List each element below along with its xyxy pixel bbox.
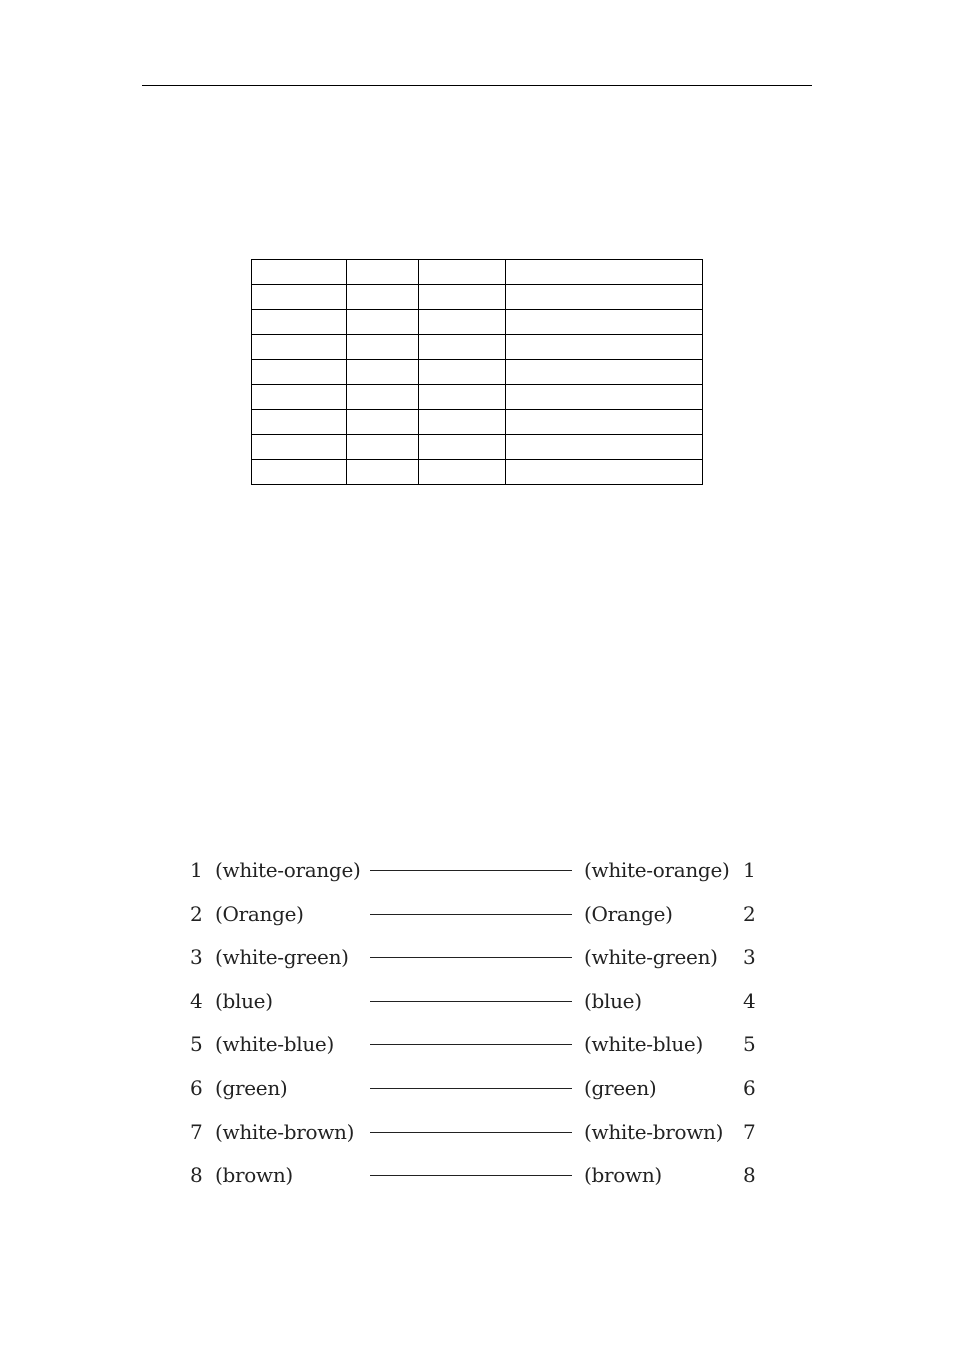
pin-right-number: 1 <box>743 858 756 882</box>
pin-left-number: 1 <box>190 858 203 882</box>
wire-row <box>0 1117 954 1147</box>
pin-right-number: 2 <box>743 901 756 926</box>
wire-color-right: (white-brown) <box>584 1119 724 1144</box>
wire-line <box>370 957 572 958</box>
wire-row <box>0 942 954 972</box>
wire-line <box>370 1044 572 1045</box>
wire-line <box>370 1175 572 1176</box>
pin-left-number: 5 <box>190 1032 203 1057</box>
wire-color-right: (blue) <box>584 988 642 1013</box>
wire-color-left: (white-brown) <box>215 1119 355 1144</box>
wire-color-right: (white-blue) <box>584 1032 703 1057</box>
wire-color-left: (white-blue) <box>215 1032 334 1057</box>
wire-color-left: (blue) <box>215 988 273 1013</box>
wire-line <box>370 1088 572 1089</box>
pin-right-number: 6 <box>743 1076 756 1100</box>
pin-left-number: 3 <box>190 945 203 970</box>
pin-right-number: 8 <box>743 1163 756 1188</box>
wire-color-left: (white-green) <box>215 945 349 970</box>
wire-color-left: (green) <box>215 1076 288 1100</box>
wire-row <box>0 1029 954 1059</box>
wire-row <box>0 1073 954 1103</box>
wire-row <box>0 855 954 885</box>
pin-left-number: 2 <box>190 901 203 926</box>
pin-right-number: 5 <box>743 1032 756 1057</box>
wire-line <box>370 870 572 871</box>
pin-left-number: 4 <box>190 988 203 1013</box>
wire-color-right: (Orange) <box>584 901 673 926</box>
wire-color-right: (white-orange) <box>584 858 730 882</box>
wire-row <box>0 899 954 929</box>
pin-right-number: 3 <box>743 945 756 970</box>
pin-right-number: 4 <box>743 988 756 1013</box>
wire-color-left: (brown) <box>215 1163 293 1188</box>
pin-left-number: 7 <box>190 1119 203 1144</box>
wire-line <box>370 1001 572 1002</box>
wire-line <box>370 914 572 915</box>
wire-color-right: (brown) <box>584 1163 662 1188</box>
wire-color-left: (white-orange) <box>215 858 361 882</box>
wire-line <box>370 1132 572 1133</box>
pin-right-number: 7 <box>743 1119 756 1144</box>
wire-color-left: (Orange) <box>215 901 304 926</box>
wire-row <box>0 986 954 1016</box>
pin-left-number: 8 <box>190 1163 203 1188</box>
wire-row <box>0 1160 954 1190</box>
pin-left-number: 6 <box>190 1076 203 1100</box>
wire-color-right: (green) <box>584 1076 657 1100</box>
wire-color-right: (white-green) <box>584 945 718 970</box>
